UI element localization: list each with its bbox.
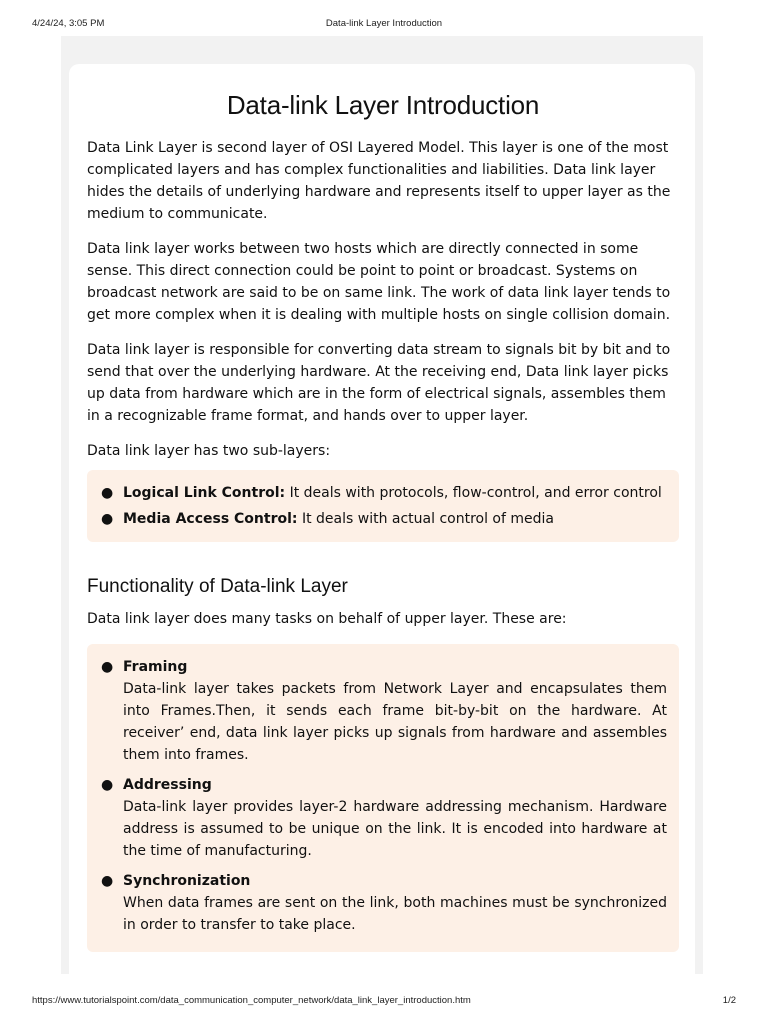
page-background (61, 36, 703, 974)
function-text: Data-link layer takes packets from Network Layer and encapsulates them into Frames.Then, it sends each frame bit-by-bit on the hardware. At receiver’ end, data link layer picks up signals from hardware and assembles them into frames. (123, 681, 667, 763)
print-date: 4/24/24, 3:05 PM (32, 18, 105, 29)
list-item (101, 508, 667, 530)
article-content (87, 64, 679, 952)
function-term: Addressing (123, 777, 212, 793)
print-url: https://www.tutorialspoint.com/data_communication_computer_network/data_link_layer_introduction.htm (32, 995, 471, 1006)
bullet-icon: ● (101, 873, 114, 889)
function-term: Framing (123, 659, 188, 675)
bullet-icon: ● (101, 511, 114, 527)
article-card (69, 64, 695, 974)
print-footer (32, 995, 736, 1009)
paragraph-functionality-intro: Data link layer does many tasks on behalf of upper layer. These are: (87, 611, 567, 627)
paragraph-hosts: Data link layer works between two hosts which are directly connected in some sense. This direct connection could be point to point or broadcast. Systems on broadcast network are said to be on same link. The work of data link layer tends to get more complex when it is dealing with multiple hosts on single collision domain. (87, 241, 671, 323)
page-title: Data-link Layer Introduction (226, 90, 540, 120)
list-item (101, 774, 667, 862)
print-title: Data-link Layer Introduction (325, 18, 443, 29)
list-item (101, 870, 667, 936)
function-term: Synchronization (123, 873, 251, 889)
function-text: When data frames are sent on the link, both machines must be synchronized in order to transfer to take place. (123, 895, 667, 933)
paragraph-sublayers-intro: Data link layer has two sub-layers: (87, 443, 331, 459)
sublayer-text: It deals with actual control of media (297, 511, 554, 527)
paragraph-intro: Data Link Layer is second layer of OSI Layered Model. This layer is one of the most complicated layers and has complex functionalities and liabilities. Data link layer hides the details of underlying hardware and represents itself to upper layer as the medium to communicate. (87, 140, 671, 222)
function-text: Data-link layer provides layer-2 hardware addressing mechanism. Hardware address is assumed to be unique on the link. It is encoded into hardware at the time of manufacturing. (123, 799, 667, 859)
sublayer-text: It deals with protocols, flow-control, and error control (285, 485, 662, 501)
bullet-icon: ● (101, 777, 114, 793)
list-item (101, 656, 667, 766)
bullet-icon: ● (101, 485, 114, 501)
sublayer-term: Media Access Control: (123, 511, 298, 527)
bullet-icon: ● (101, 659, 114, 675)
functions-list (101, 656, 667, 936)
sublayers-list (101, 482, 667, 530)
page-number: 1/2 (722, 995, 736, 1006)
section-heading: Functionality of Data-link Layer (87, 576, 348, 597)
sublayer-term: Logical Link Control: (123, 485, 286, 501)
paragraph-signals: Data link layer is responsible for converting data stream to signals bit by bit and to send that over the underlying hardware. At the receiving end, Data link layer picks up data from hardware which are in the form of electrical signals, assembles them in a recognizable frame format, and hands over to upper layer. (87, 342, 671, 424)
functions-box (87, 644, 679, 952)
print-header (32, 18, 736, 32)
list-item (101, 482, 667, 504)
sublayers-box (87, 470, 679, 542)
